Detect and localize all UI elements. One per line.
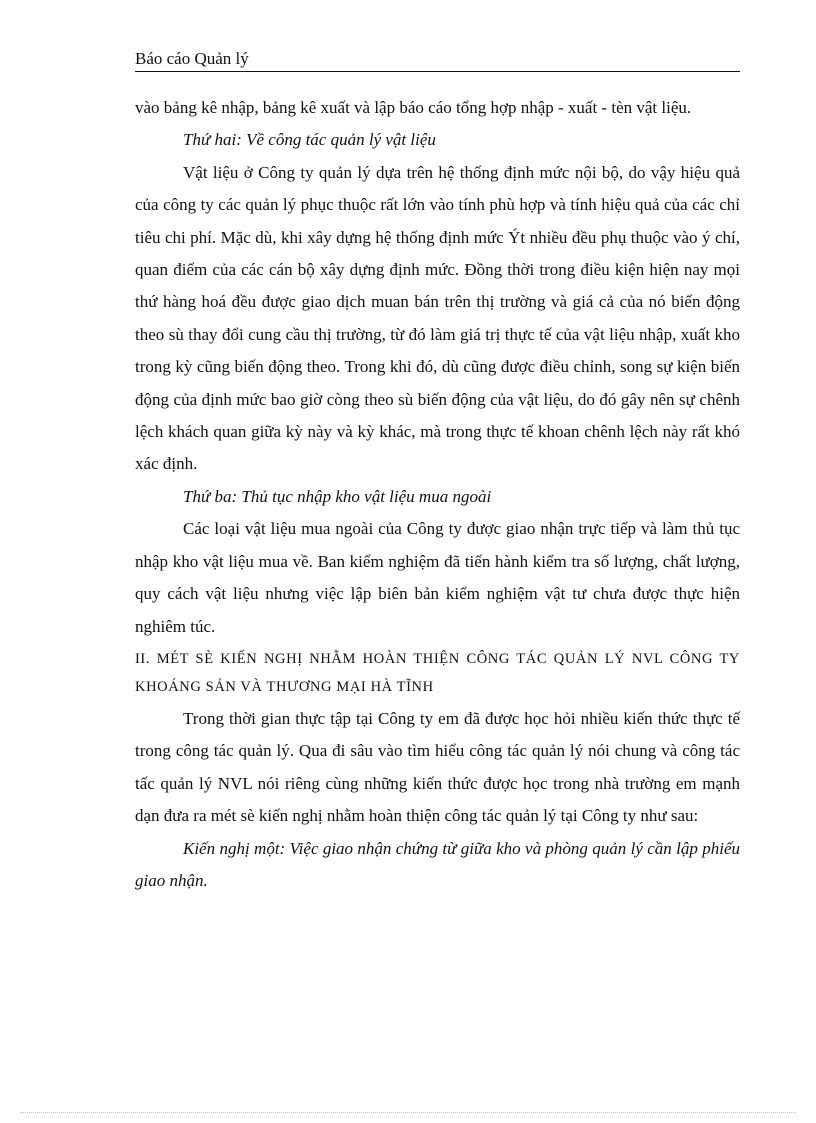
footer-dotted-border (20, 1112, 796, 1113)
paragraph-purchase-procedure: Các loại vật liệu mua ngoài của Công ty được giao nhận trực tiếp và làm thủ tục nhập kho vật liệu mua về. Ban kiểm nghiệm đã tiến hành kiểm tra số lượng, chất lượng, quy cách vật liệu nhưng việc lập biên bản kiểm nghiệm vật tư chưa được thực hiện nghiêm túc. (135, 519, 740, 636)
document-body (135, 92, 740, 897)
page-header-title: Báo cáo Quản lý (135, 49, 249, 68)
paragraph-internship-intro: Trong thời gian thực tập tại Công ty em đã được học hỏi nhiều kiến thức thực tế trong công tác quản lý. Qua đi sâu vào tìm hiểu công tác quản lý nói chung và công tác tấc quản lý NVL nói riêng cùng những kiến thức được học trong nhà trường em mạnh dạn đưa ra mét sè kiến nghị nhằm hoàn thiện công tác quản lý tại Công ty như sau: (135, 708, 740, 826)
paragraph-material-management: Vật liệu ở Công ty quản lý dựa trên hệ thống định mức nội bộ, do vậy hiệu quả của công ty các quản lý phục thuộc rất lớn vào tính phù hợp và tính hiệu quả của các chỉ tiêu chi phí. Mặc dù, khi xây dựng hệ thống định mức Ýt nhiều đều phụ thuộc vào ý chí, quan điểm của các cán bộ xây dựng định mức. Đồng thời trong điều kiện hiện nay mọi thứ hàng hoá đều được giao dịch muan bán trên thị trường và giá cả của nó biến động theo sù thay đổi cung cầu thị trường, từ đó làm giá trị thực tế của vật liệu nhập, xuất kho trong kỳ cũng biến động theo. Trong khi đó, dù cũng được điều chỉnh, song sự kiện biến động của định mức bao giờ còng theo sù biến động của vật liệu, do đó gây nên sự chênh lệch khách quan giữa kỳ này và kỳ khác, mà trong thực tế khoan chênh lệch này rất khó xác định. (135, 162, 740, 474)
subheading-thu-ba: Thứ ba: Thủ tục nhập kho vật liệu mua ngoài (183, 486, 492, 506)
paragraph-continuation: vào bảng kê nhập, bảng kê xuất và lập báo cáo tổng hợp nhập - xuất - tèn vật liệu. (135, 98, 692, 117)
section-heading-ii: II. MÉT SÈ KIẾN NGHỊ NHẰM HOÀN THIỆN CÔNG TÁC QUẢN LÝ NVL CÔNG TY KHOÁNG SẢN VÀ THƯƠNG MẠI HÀ TĨNH (135, 650, 740, 695)
subheading-thu-hai: Thứ hai: Về công tác quản lý vật liệu (183, 130, 436, 150)
header-divider (135, 71, 740, 72)
subheading-kien-nghi-mot: Kiến nghị một: Việc giao nhận chứng từ giữa kho và phòng quản lý cần lập phiếu giao nhận. (135, 838, 740, 890)
